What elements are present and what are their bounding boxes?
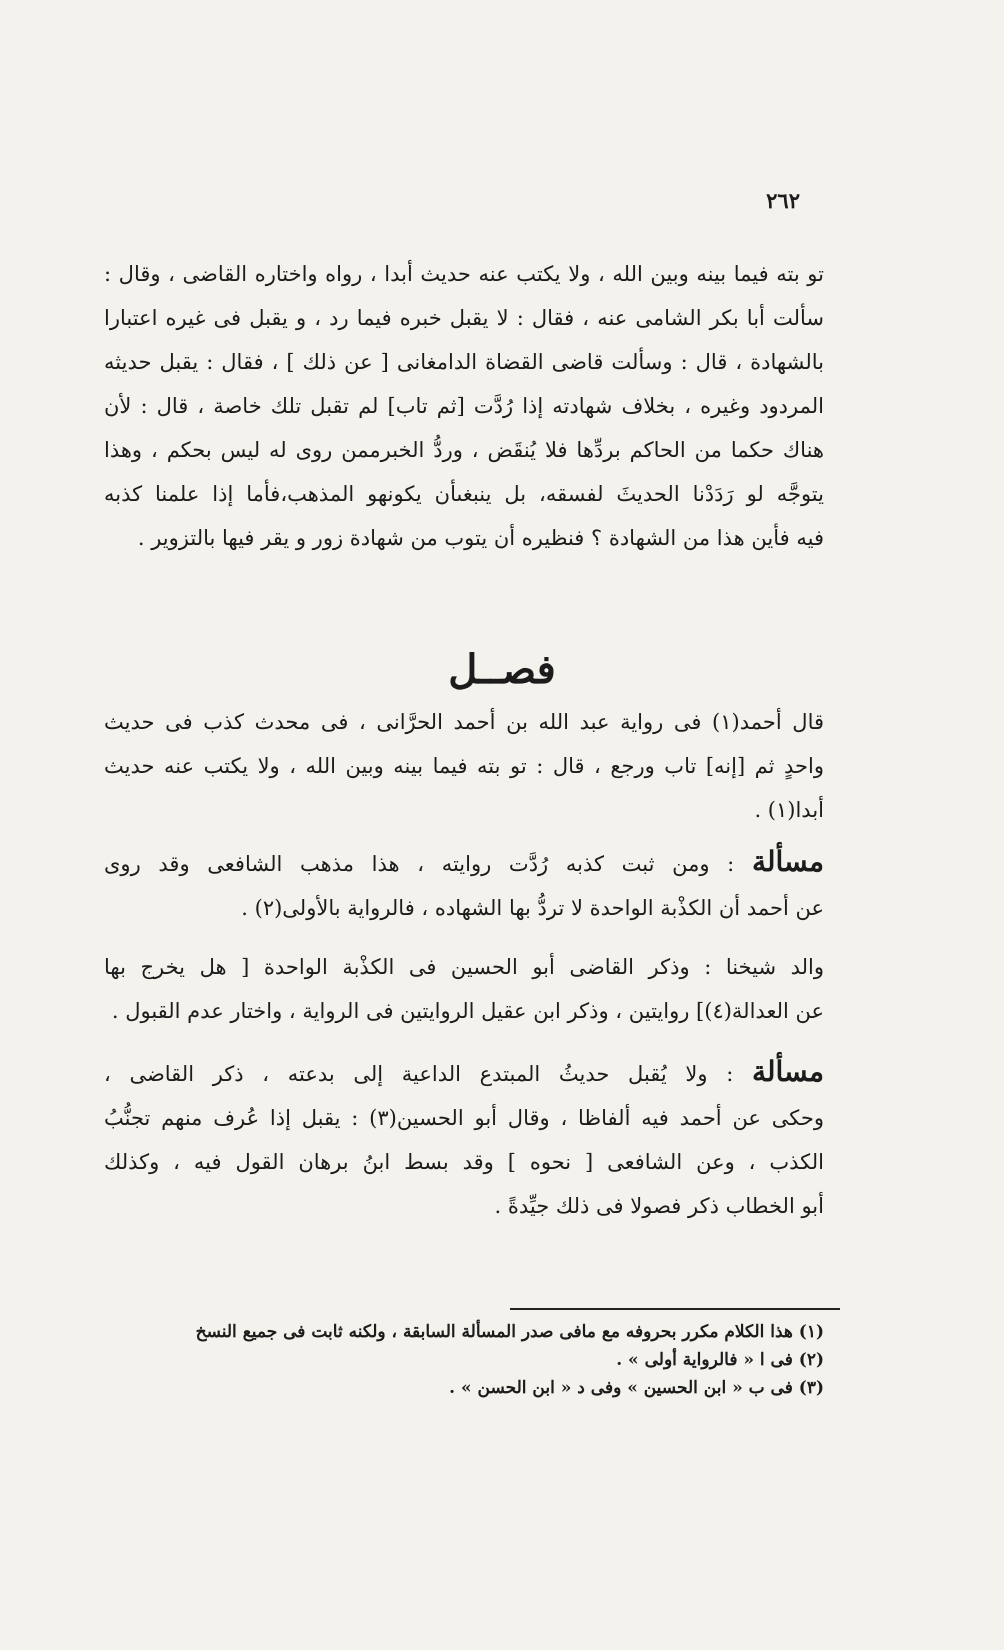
text-line: وحكى عن أحمد فيه ألفاظا ، وقال أبو الحسين(٣) : يقبل إذا عُرف منهم تجنُّبُ [104, 1106, 824, 1130]
paragraph-1 [104, 252, 824, 560]
text-line: أبدا(١) . [754, 798, 824, 822]
text-line: هناك حكما من الحاكم بردِّها فلا يُنقَض ، وردُّ الخبرممن روى له ليس بحكم ، وهذا [104, 438, 824, 462]
text-line: أبو الخطاب ذكر فصولا فى ذلك جيِّدةً . [494, 1194, 824, 1218]
text-line: قال أحمد(١) فى رواية عبد الله بن أحمد الحرَّانى ، فى محدث كذب فى حديث [104, 710, 824, 734]
text-line: واحدٍ ثم [إنه] تاب ورجع ، قال : تو بته فيما بينه وبين الله ، ولا يكتب عنه حديث [104, 754, 824, 778]
footnote: (٣) فى ب « ابن الحسين » وفى د « ابن الحسن » . [449, 1378, 824, 1398]
footnote: (١) هذا الكلام مكرر بحروفه مع مافى صدر المسألة السابقة ، ولكنه ثابت فى جميع النسخ [195, 1322, 824, 1342]
text-line: عن أحمد أن الكذْبة الواحدة لا تردُّ بها الشهاده ، فالرواية بالأولى(٢) . [241, 896, 824, 920]
text-line: الكذب ، وعن الشافعى [ نحوه ] وقد بسط ابنُ برهان القول فيه ، وكذلك [104, 1150, 824, 1174]
text-line [104, 1050, 824, 1096]
text-line: والد شيخنا : وذكر القاضى أبو الحسين فى الكذْبة الواحدة [ هل يخرج بها [104, 955, 824, 979]
text-line: بالشهادة ، قال : وسألت قاضى القضاة الدامغانى [ عن ذلك ] ، فقال : يقبل حديثه [104, 350, 824, 374]
masala-label: مسألة [751, 845, 824, 878]
text-line: يتوجَّه لو رَدَدْنا الحديثَ لفسقه، بل ينبغىأن يكونهو المذهب،فأما إذا علمنا كذبه [104, 482, 824, 506]
text-line: عن العدالة(٤)] روايتين ، وذكر ابن عقيل الروايتين فى الرواية ، واختار عدم القبول . [111, 999, 824, 1023]
text-line: تو بته فيما بينه وبين الله ، ولا يكتب عنه حديث أبدا ، رواه واختاره القاضى ، وقال : [104, 262, 824, 286]
footnote-divider [510, 1308, 840, 1310]
paragraph-2 [104, 700, 824, 832]
text-line: المردود وغيره ، بخلاف شهادته إذا رُدَّت [ثم تاب] لم تقبل تلك خاصة ، قال : لأن [104, 394, 824, 418]
masala-label: مسألة [751, 1055, 824, 1088]
masala-2 [104, 1050, 824, 1228]
paragraph-3 [104, 945, 824, 1033]
masala-1 [104, 840, 824, 930]
text-line: فيه فأين هذا من الشهادة ؟ فنظيره أن يتوب من شهادة زور و يقر فيها بالتزوير . [137, 526, 824, 550]
page-number: ٢٦٢ [766, 188, 800, 213]
text-line [104, 840, 824, 886]
masala-text: : ولا يُقبل حديثُ المبتدع الداعية إلى بدعته ، ذكر القاضى ، [104, 1062, 752, 1086]
footnote: (٢) فى ا « فالرواية أولى » . [616, 1350, 824, 1370]
masala-text: : ومن ثبت كذبه رُدَّت روايته ، هذا مذهب الشافعى وقد روى [104, 852, 752, 876]
section-title: فصــل [448, 646, 556, 693]
text-line: سألت أبا بكر الشامى عنه ، فقال : لا يقبل خبره فيما رد ، و يقبل فى غيره اعتبارا [104, 306, 824, 330]
footnotes [104, 1318, 824, 1402]
